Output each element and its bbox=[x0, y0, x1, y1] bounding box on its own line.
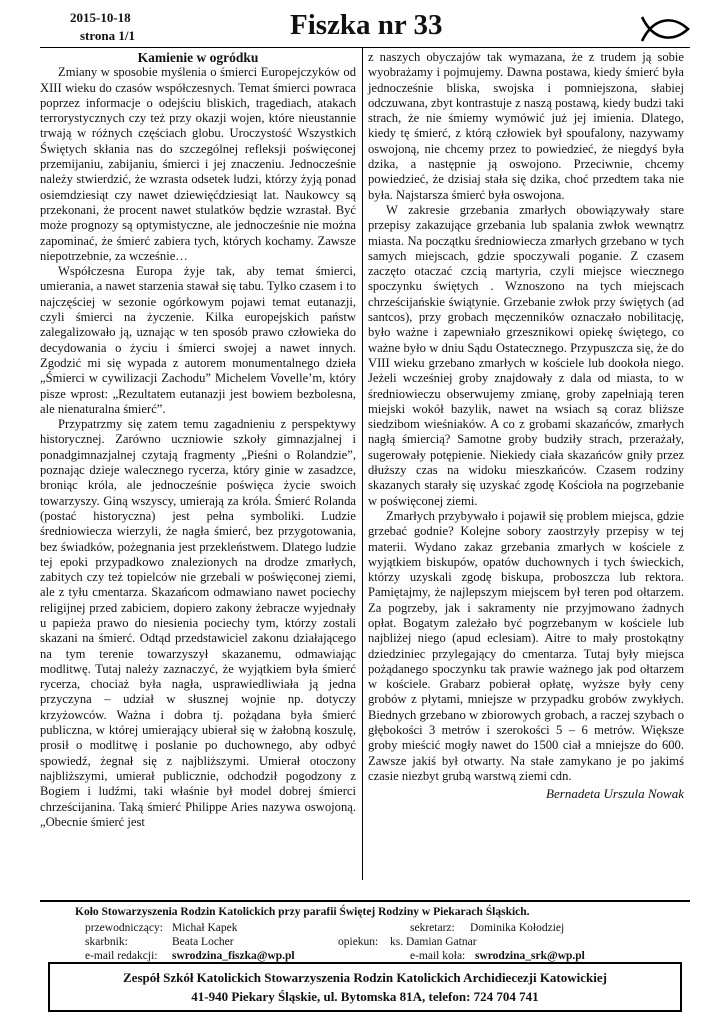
article-column-left bbox=[40, 50, 356, 830]
article-paragraph: Zmiany w sposobie myślenia o śmierci Europejczyków od XIII wieku do czasów współczesnych. Temat śmierci powraca poprzez informacje o odejściu bliskich, tragediach, atakach terrorystycznych czy też przy okazji wojen, które nieustannie trwają w różnych częściach globu. Uroczystość Wszystkich Świętych skłania nas do szczególnej refleksji poświęconej przemijaniu, zabijaniu, śmierci i jej znaczeniu. Jednocześnie należy stwierdzić, że wzrasta odsetek ludzi, którzy żyją ponad osiemdziesiąt czy nawet dziewięćdziesiąt lat. Naukowcy są przekonani, że procent nawet stulatków będzie wzrastał. Być może prognozy są optymistyczne, ale jednocześnie nie można zapominać, że śmierć zabiera tych, których kochamy. Zawsze niepotrzebnie, za wcześnie… bbox=[40, 65, 356, 263]
guardian-label: opiekun: bbox=[338, 936, 379, 948]
association-name: Koło Stowarzyszenia Rodzin Katolickich przy parafii Świętej Rodziny w Piekarach Śląskich. bbox=[75, 906, 530, 918]
editor-email[interactable]: swrodzina_fiszka@wp.pl bbox=[172, 950, 295, 962]
circle-email-label: e-mail koła: bbox=[410, 950, 466, 962]
article-paragraph: Współczesna Europa żyje tak, aby temat śmierci, umierania, a nawet starzenia stawał się tabu. Tylko czasem i to najczęściej w sezonie ogórkowym pojawi temat eutanazji, czyli śmierci na życzenie. Kilka europejskich państw zalegalizowało ją, uznając w ten sposób prawo człowieka do decydowania o życiu i śmierci swojej a nawet innych. Zgodzić mi się wypada z autorem monumentalnego dzieła „Śmierci w cywilizacji Zachodu” Michelem Vovelle’m, który pisze wprost: „Rezultatem eutanazji jest bowiem bezbolesna, ale nienaturalna śmierć”. bbox=[40, 264, 356, 416]
footer-divider bbox=[40, 900, 690, 902]
page-title: Fiszka nr 33 bbox=[290, 9, 443, 41]
circle-email[interactable]: swrodzina_srk@wp.pl bbox=[475, 950, 585, 962]
guardian-name: ks. Damian Gatnar bbox=[390, 936, 477, 948]
ichthys-fish-icon bbox=[640, 14, 690, 44]
page-number: strona 1/1 bbox=[80, 28, 136, 43]
chair-name: Michał Kapek bbox=[172, 922, 238, 934]
school-name: Zespół Szkół Katolickich Stowarzyszenia Rodzin Katolickich Archidiecezji Katowickiej bbox=[123, 970, 607, 985]
school-address: 41-940 Piekary Śląskie, ul. Bytomska 81A, telefon: 724 704 741 bbox=[191, 989, 539, 1004]
issue-date: 2015-10-18 bbox=[70, 10, 131, 25]
chair-label: przewodniczący: bbox=[85, 922, 163, 934]
article-paragraph: Zmarłych przybywało i pojawił się problem miejsca, gdzie grzebać godnie? Kolejne sobory zaostrzyły przepisy w tej materii. Wydano zakaz grzebania zmarłych w kościele z wyjątkiem biskupów, opatów duchownych i tych świeckich, którzy uzyskali zgodę biskupa, proboszcza lub rektora. Pamiętajmy, że najlepszym miejscem był teren pod ołtarzem. Za pogrzeby, jak i sakramenty nie przyjmowano żadnych opłat. Bogatym zależało być pogrzebanym w kościele lub najbliżej niego (apud eclesiam). Aitre to mały prostokątny dziedziniec przylegający do cmentarza. Tutaj były miejsca pożądanego spoczynku tak prawie ważnego jak pod ołtarzem w kościele. Grabarz pobierał opłatę, wyższe były ceny grobów z płytami, mniejsze w przypadku grobów zwykłych. Biednych grzebano w zbiorowych grobach, a raczej szybach o głębokości 3 metrów i szerokości 5 – 6 metrów. Większe groby mieścić mogły nawet do 1500 ciał a mniejsze do 600. Zawsze jakiś był otwarty. Na stałe zamykano je po jakimś czasie niezbyt grubą warstwą ziemi cdn. bbox=[368, 508, 684, 783]
header-divider bbox=[40, 47, 690, 48]
article-column-right bbox=[368, 50, 684, 802]
article-title: Kamienie w ogródku bbox=[137, 50, 259, 65]
school-info-box bbox=[48, 962, 682, 1012]
secretary-name: Dominika Kołodziej bbox=[470, 922, 565, 934]
article-paragraph: z naszych obyczajów tak wymazana, że z trudem ją sobie wyobrażamy i pojmujemy. Dawna postawa, kiedy śmierć była jednocześnie bliska, swojska i pomniejszona, słabiej odczuwana, zbyt kontrastuje z naszą postawą, kiedy budzi taki strach, że nie śmiemy wymówić już jej imienia. Dlatego, kiedy tę śmierć, z którą człowiek był spoufalony, nazywamy oswojoną, nie chcemy przez to powiedzieć, że niegdyś była dzika, a następnie ją oswojono. Przeciwnie, chcemy powiedzieć, że dzisiaj stała się dzika, choć przedtem taka nie była. Najstarsza śmierć była oswojona. bbox=[368, 50, 684, 202]
article-paragraph: Przypatrzmy się zatem temu zagadnieniu z perspektywy historycznej. Zarówno uczniowie szkoły gimnazjalnej i ponadgimnazjalnej czytają fragmenty „Pieśni o Rolandzie”, poznając dzieje walecznego rycerza, który ginie w zasadzce, broniąc króla, ale jednocześnie poświęca życie swoich towarzyszy. Giną wszyscy, umierają za króla. Śmierć Rolanda (postać historyczna) jest pełna symboliki. Ludzie średniowiecza wierzyli, że nagła śmierć, bez przygotowania, bez świadków, pożegnania jest przekleństwem. Dlatego ludzie tej epoki przypadkowo znalezionych na drodze zmarłych, zabitych czy też topielców nie grzebali w poświęconej ziemi, ale z tyłu cmentarza. Skazańcom odmawiano nawet pociechy religijnej przed zabiciem, dopiero zakony żebracze wyjednały u papieża prawo do niesienia pociechy tym, którzy zostali skazani na śmierć. Odtąd przedstawiciel zakonu działającego na tym terenie towarzyszył skazanemu, odmawiając modlitwę. Tutaj należy zaznaczyć, że wyjątkiem była śmierć rycerza, chociaż była nagła, usprawiedliwiała ją jedna przyczyna – udział w słusznej wojnie np. dotyczy krzyżowców. Ważna i dobra tj. pożądana była śmierć publiczna, w której umierający ubierał się w żałobną koszulę, prosił o modlitwę i poslanie po duchownego, aby odbyć spowiedź, żegnał się z najbliższymi. Umierał otoczony najbliższymi, umierał publicznie, odchodził pogodzony z Bogiem i ludźmi, taki właśnie był model dobrej śmierci chrześcijanina. Taką śmierć Philippe Aries nazywa oswojoną. „Obecnie śmierć jest bbox=[40, 417, 356, 829]
editor-email-label: e-mail redakcji: bbox=[85, 950, 158, 962]
article-author: Bernadeta Urszula Nowak bbox=[546, 786, 684, 802]
secretary-label: sekretarz: bbox=[410, 922, 455, 934]
treasurer-label: skarbnik: bbox=[85, 936, 128, 948]
article-paragraph: W zakresie grzebania zmarłych obowiązywały stare przepisy zakazujące grzebania lub spalania zwłok wewnątrz miasta. Na początku średniowiecza zmarłych grzebano w tych samych miejscach, gdzie spoczywali poganie. Z czasem zaczęto otaczać czcią martyria, czyli miejsce wiecznego spoczynku świętych . Wznoszono na tych miejscach chrześcijańskie świątynie. Grzebanie zwłok przy świętych (ad santcos), przy grobach męczenników oznaczało nobilitację, było ważne i zapewniało grzesznikowi opiekę świętego, co ważne było w dniu Sądu Ostatecznego. Przypuszcza się, że do VIII wieku grzebano zmarłych w kościele lub dookoła niego. Jeżeli wcześniej groby znajdowały z dala od miasta, to w średniowieczu obserwujemy zmianę, groby zapełniają teren miejski wokół bazylik, nawet na wsiach są coraz bliższe siedzibom wieśniaków. A co z grobami skazańców, zmarłych nagłą śmiercią? Samotne groby budziły strach, przerażały, sugerowały potępienie. Niekiedy ciała skazańców gniły przez dłuższy czas na widoku mieszkańców. Czasem rodziny skazanych starały się uzyskać zgodę Kościoła na pogrzebanie w poświęconej ziemi. bbox=[368, 202, 684, 508]
column-divider bbox=[362, 48, 363, 880]
page-header bbox=[40, 8, 690, 50]
treasurer-name: Beata Locher bbox=[172, 936, 234, 948]
